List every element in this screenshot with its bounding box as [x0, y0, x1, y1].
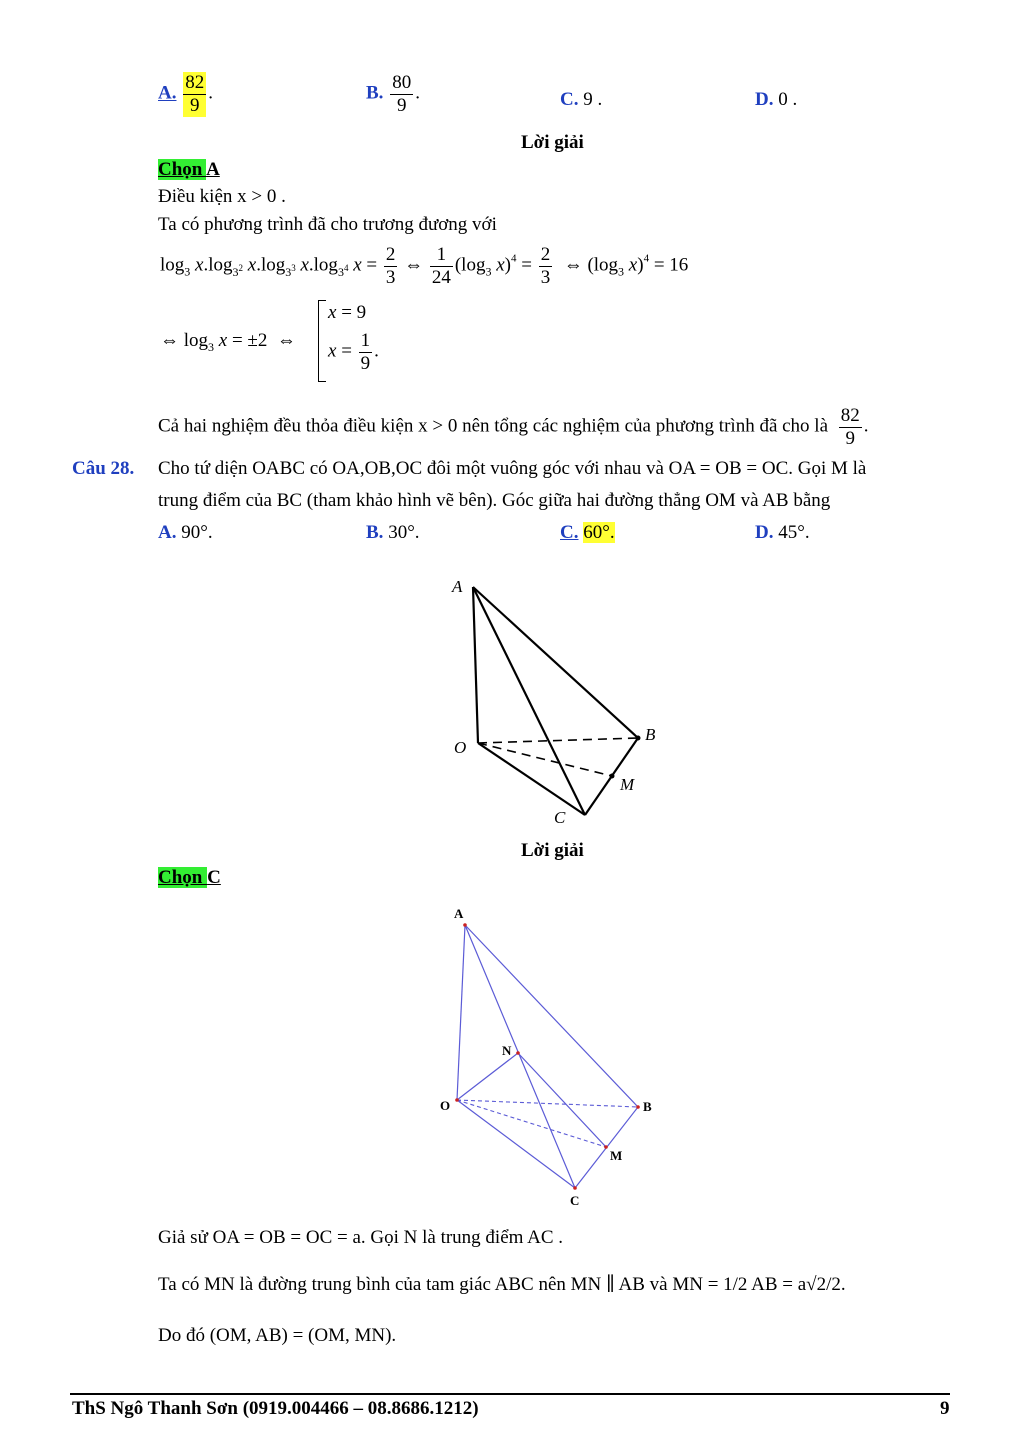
label-M: M	[610, 1148, 623, 1163]
label-B: B	[645, 725, 656, 744]
q27-option-a: A. $\frac{82}{9}$ .	[158, 72, 213, 116]
q28-option-b: B. 30°.	[366, 522, 420, 543]
intro-line: Ta có phương trình đã cho trương đương với	[158, 214, 497, 235]
label-C: C	[570, 1193, 580, 1208]
q27-option-b: B. $\frac{80}{9}$ .	[366, 72, 420, 116]
q28-option-a: A. 90°.	[158, 522, 213, 543]
label-N: N	[502, 1043, 512, 1058]
tetrahedron-figure-1	[440, 570, 680, 830]
option-a-fraction: $\frac{82}{9}$	[185, 72, 205, 116]
label-M: M	[620, 775, 635, 794]
q27-option-c: C. 9 .	[560, 89, 603, 110]
tetrahedron-figure-2	[430, 900, 670, 1210]
case-bracket	[318, 300, 326, 382]
solution-heading-2: Lời giải	[521, 840, 584, 861]
case-2: x = $\frac{1}{9}$ .	[328, 330, 379, 374]
question-text-1: Cho tứ diện OABC có OA,OB,OC đôi một vuông góc với nhau và OA = OB = OC. Gọi M là	[158, 458, 867, 479]
condition-line: Điều kiện x > 0 .	[158, 186, 286, 207]
suppose-line: Giả sử OA = OB = OC = a. Gọi N là trung điểm AC .	[158, 1227, 564, 1248]
choice-label: Chọn A	[158, 159, 220, 180]
page-number: 9	[940, 1398, 950, 1419]
choice-label-2: Chọn C	[158, 867, 221, 888]
solution-heading: Lời giải	[521, 132, 584, 153]
q28-option-d: D. 45°.	[755, 522, 810, 543]
label-A: A	[452, 577, 463, 596]
question-label: Câu 28.	[72, 458, 135, 479]
mn-line: Ta có MN là đường trung bình của tam giác ABC nên MN ∥ AB và MN = 1/2 AB = a√2/2.	[158, 1274, 846, 1295]
case-1: x = 9	[328, 302, 367, 323]
label-A: A	[454, 906, 464, 921]
question-text-2: trung điểm của BC (tham khảo hình vẽ bên). Góc giữa hai đường thẳng OM và AB bằng	[158, 490, 831, 511]
label-O: O	[440, 1098, 451, 1113]
angle-line: Do đó (OM, AB) = (OM, MN).	[158, 1325, 397, 1346]
equation-line-1: $\log_3 x.\log_{3^2}$ $x.\log_{3^3}$ $x.\log_{3^4}$ x = $\frac{2}{3}$ ⇔ $\frac{1}{24}$ ($\log_3$ x)$^4$ = $\frac{2}{3}$ ⇔ ($\log_3$ x)$^4$ = 16	[160, 244, 689, 288]
label-O: O	[454, 738, 467, 757]
q28-option-c: C. 60°.	[560, 522, 615, 543]
option-letter: A.	[158, 82, 177, 104]
conclusion-line: Cả hai nghiệm đều thỏa điều kiện x > 0 nên tổng các nghiệm của phương trình đã cho là $\frac{82}{9}$ .	[158, 405, 869, 449]
q27-option-d: D. 0 .	[755, 89, 798, 110]
label-B: B	[643, 1099, 652, 1114]
footer-rule	[70, 1393, 950, 1395]
label-C: C	[554, 808, 566, 827]
footer-author: ThS Ngô Thanh Sơn (0919.004466 – 08.8686.1212)	[72, 1398, 479, 1419]
equation-line-2: ⇔ $\log_3 x = \pm 2$ ⇔	[160, 330, 296, 354]
